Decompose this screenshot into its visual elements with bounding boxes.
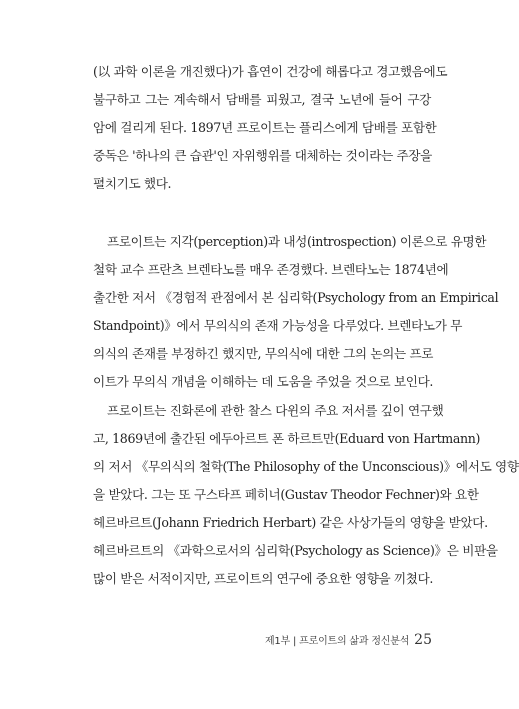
text-line: 헤르바르트(Johann Friedrich Herbart) 같은 사상가들의 영향을 받았다. [93, 515, 488, 530]
text-line: 중독은 '하나의 큰 습관'인 자위행위를 대체하는 것이라는 주장을 [93, 148, 433, 163]
paragraph-smoking-habit [93, 58, 448, 198]
text-line: 고, 1869년에 출간된 에두아르트 폰 하르트만(Eduard von Hartmann) [93, 431, 481, 446]
text-line: 의식의 존재를 부정하긴 했지만, 무의식에 대한 그의 논의는 프로 [93, 346, 434, 361]
text-line: 헤르바르트의 《과학으로서의 심리학(Psychology as Science)》은 비판을 [93, 543, 498, 558]
page-number: 25 [414, 632, 432, 648]
text-line: 철학 교수 프란츠 브렌타노를 매우 존경했다. 브렌타노는 1874년에 [93, 262, 449, 277]
text-line: 불구하고 그는 계속해서 담배를 피웠고, 결국 노년에 들어 구강 [93, 92, 431, 107]
paragraph-brentano [93, 228, 499, 396]
text-line: 이트가 무의식 개념을 이해하는 데 도움을 주었을 것으로 보인다. [93, 374, 434, 389]
text-line: 출간한 저서 《경험적 관점에서 본 심리학(Psychology from an Empirical [93, 290, 499, 305]
text-line: 의 저서 《무의식의 철학(The Philosophy of the Unconscious)》에서도 영향 [93, 459, 519, 474]
text-line: 프로이트는 지각(perception)과 내성(introspection) 이론으로 유명한 [107, 234, 487, 249]
paragraph-influences [93, 397, 519, 593]
running-head: 제1부 | 프로이트의 삶과 정신분석 [264, 636, 410, 647]
text-line: 암에 걸리게 된다. 1897년 프로이트는 플리스에게 담배를 포함한 [93, 120, 437, 135]
text-line: 프로이트는 진화론에 관한 찰스 다윈의 주요 저서를 깊이 연구했 [107, 403, 444, 418]
text-line: 을 받았다. 그는 또 구스타프 페히너(Gustav Theodor Fechner)와 요한 [93, 487, 479, 502]
text-line: 펼치기도 했다. [93, 176, 172, 191]
text-line: (以 과학 이론을 개진했다)가 흡연이 건강에 해롭다고 경고했음에도 [93, 64, 448, 79]
text-line: Standpoint)》에서 무의식의 존재 가능성을 다루었다. 브렌타노가 무 [93, 318, 463, 333]
text-line: 많이 받은 서적이지만, 프로이트의 연구에 중요한 영향을 끼쳤다. [93, 571, 434, 586]
page-footer [265, 629, 432, 649]
